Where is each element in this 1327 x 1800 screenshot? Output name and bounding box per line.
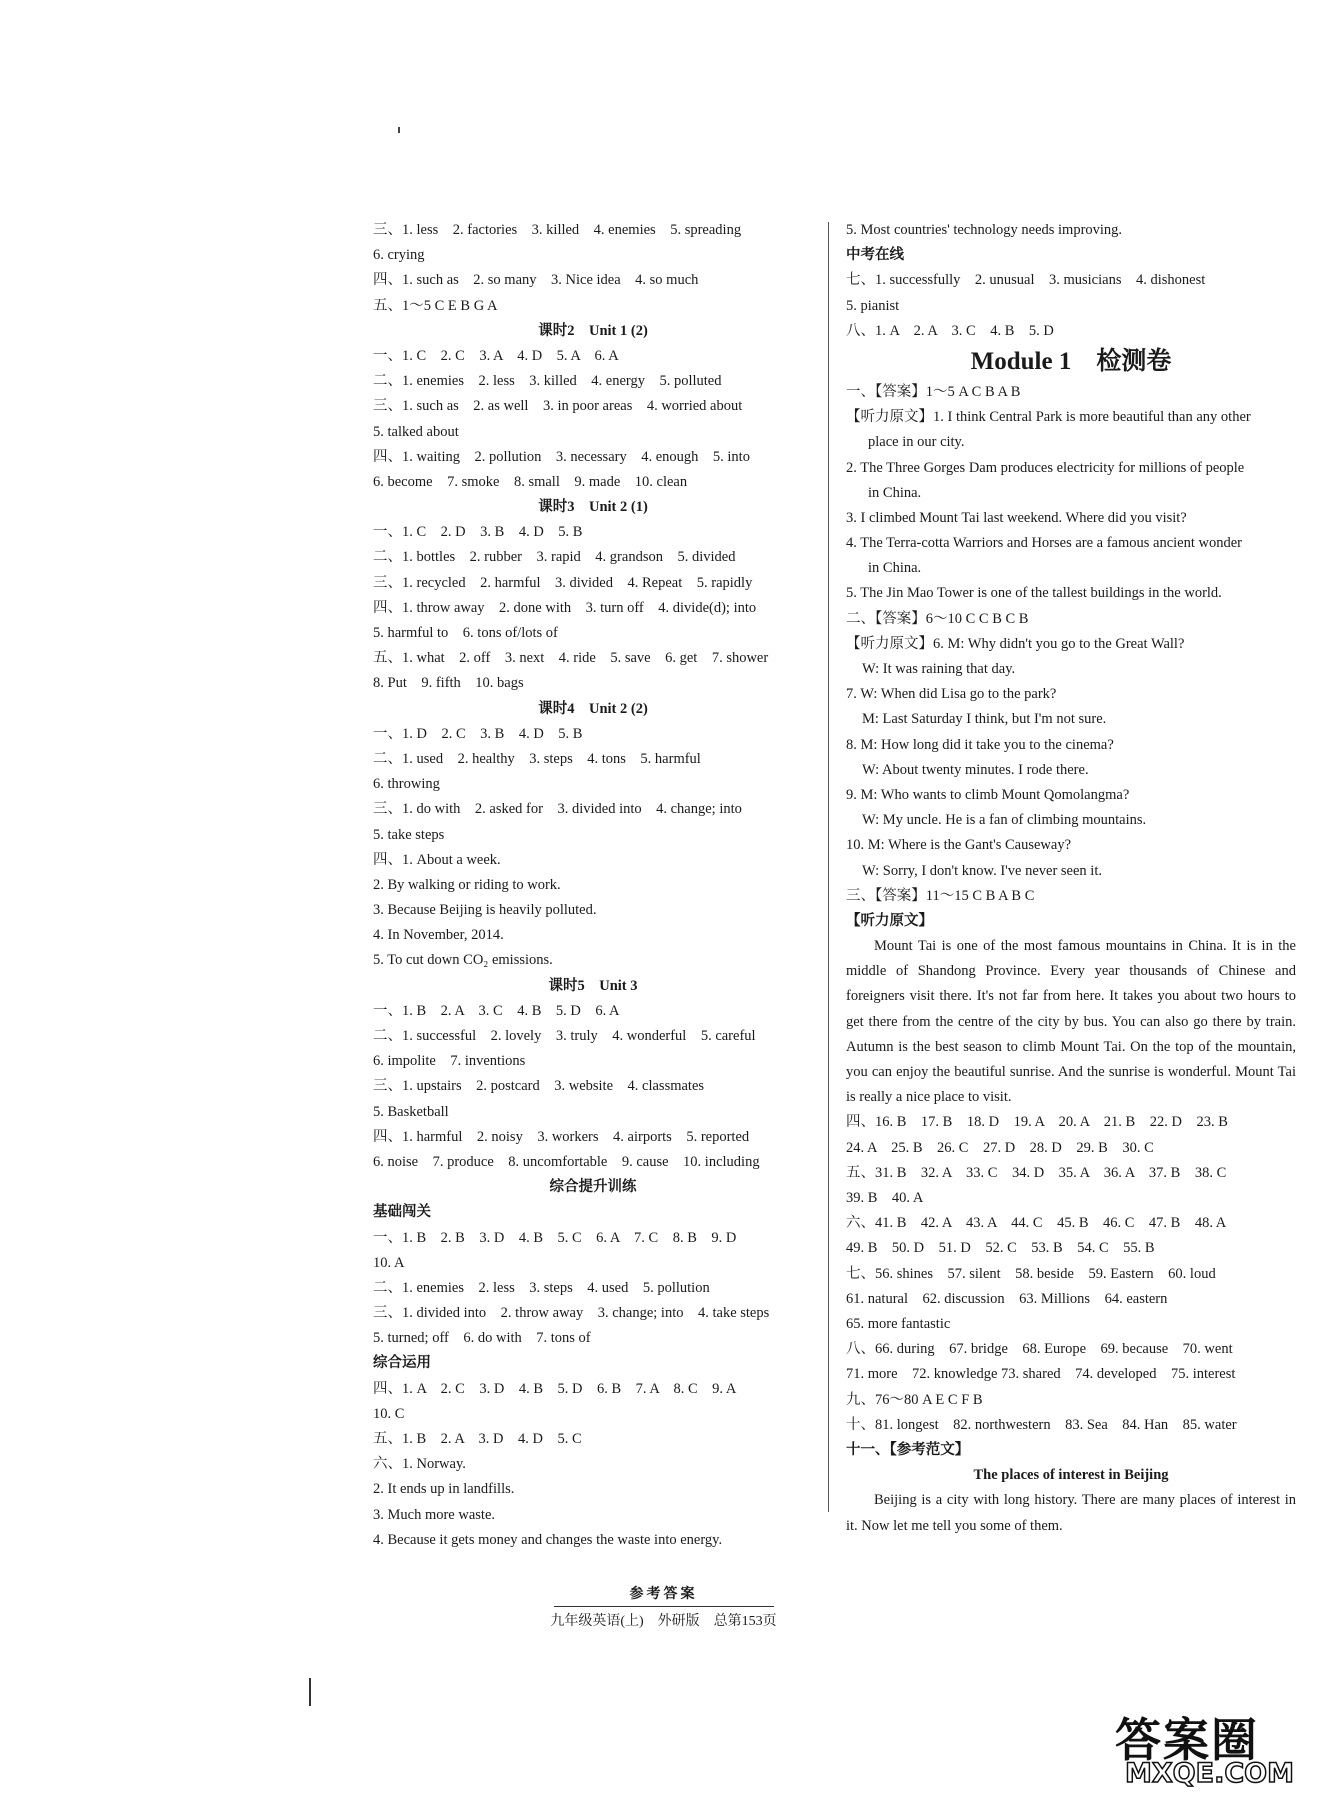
left-column-line: 一、1. B 2. A 3. C 4. B 5. D 6. A	[373, 1002, 620, 1019]
left-column-line: 6. crying	[373, 247, 425, 264]
right-body-line: place in our city.	[868, 434, 965, 451]
left-column-line: 四、1. A 2. C 3. D 4. B 5. D 6. B 7. A 8. C 9. A	[373, 1380, 737, 1397]
left-column-line: 四、1. harmful 2. noisy 3. workers 4. airports 5. reported	[373, 1128, 750, 1145]
right-answers-line: 24. A 25. B 26. C 27. D 28. D 29. B 30. C	[846, 1139, 1154, 1156]
left-column-line: 三、1. less 2. factories 3. killed 4. enemies 5. spreading	[373, 222, 742, 238]
right-top-line: 中考在线	[846, 247, 904, 264]
left-column-line: 基础闯关	[373, 1204, 431, 1221]
watermark-en: MXQE.COM	[1125, 1758, 1294, 1789]
left-column-line: 四、1. throw away 2. done with 3. turn off 4. divide(d); into	[373, 599, 757, 616]
right-body-line: 三、【答案】11～15 C B A B C	[846, 887, 1035, 904]
right-answers-line: 十、81. longest 82. northwestern 83. Sea 84. Han 85. water	[846, 1416, 1237, 1433]
left-column-line: 3. Because Beijing is heavily polluted.	[373, 902, 597, 919]
left-column-line: 综合运用	[373, 1355, 431, 1372]
left-column-line: 二、1. successful 2. lovely 3. truly 4. wonderful 5. careful	[373, 1028, 756, 1044]
left-column-line: 6. impolite 7. inventions	[373, 1053, 526, 1070]
left-column-line: 4. Because it gets money and changes the waste into energy.	[373, 1531, 723, 1548]
left-column-line: 5. harmful to 6. tons of/lots of	[373, 625, 558, 641]
right-top-line: 八、1. A 2. A 3. C 4. B 5. D	[846, 322, 1054, 339]
right-body-line: W: My uncle. He is a fan of climbing mountains.	[862, 812, 1147, 829]
right-body-line: 【听力原文】1. I think Central Park is more beautiful than any other	[846, 409, 1251, 426]
left-column-line: 一、1. C 2. C 3. A 4. D 5. A 6. A	[373, 347, 619, 364]
right-answers-line: 四、16. B 17. B 18. D 19. A 20. A 21. B 22. D 23. B	[846, 1114, 1228, 1131]
left-column-line: 5. Basketball	[373, 1103, 449, 1120]
right-body-line: 10. M: Where is the Gant's Causeway?	[846, 837, 1072, 854]
left-column-line: 二、1. enemies 2. less 3. killed 4. energy 5. polluted	[373, 373, 722, 390]
left-column-line: 6. throwing	[373, 776, 440, 793]
footer-rule	[554, 1606, 774, 1607]
right-answers-line: 六、41. B 42. A 43. A 44. C 45. B 46. C 47. B 48. A	[846, 1215, 1227, 1232]
left-column-line: 二、1. enemies 2. less 3. steps 4. used 5. pollution	[373, 1279, 710, 1296]
left-column-line: 一、1. C 2. D 3. B 4. D 5. B	[373, 524, 583, 541]
right-body-line: 2. The Three Gorges Dam produces electricity for millions of people	[846, 459, 1245, 476]
right-body-line: 5. The Jin Mao Tower is one of the tallest buildings in the world.	[846, 585, 1222, 602]
watermark-cn: 答案圈	[1115, 1713, 1259, 1767]
right-body-line: 3. I climbed Mount Tai last weekend. Where did you visit?	[846, 509, 1187, 526]
right-body-line: 7. W: When did Lisa go to the park?	[846, 686, 1057, 703]
left-column-line: 5. To cut down CO₂ emissions.	[373, 952, 553, 969]
right-body-line: 【听力原文】	[846, 912, 933, 929]
listening-section	[846, 380, 1296, 934]
column-divider	[828, 222, 829, 1512]
right-answers-line: 十一、【参考范文】	[846, 1441, 970, 1458]
left-column-line: 五、1. B 2. A 3. D 4. D 5. C	[373, 1431, 582, 1447]
right-body-line: W: About twenty minutes. I rode there.	[862, 761, 1089, 778]
left-column-line: 5. turned; off 6. do with 7. tons of	[373, 1330, 591, 1347]
left-column-line: 三、1. do with 2. asked for 3. divided into 4. change; into	[373, 801, 742, 818]
left-column-line: 综合提升训练	[549, 1179, 637, 1196]
right-body-line: 9. M: Who wants to climb Mount Qomolangma?	[846, 786, 1130, 803]
left-column-line: 五、1. what 2. off 3. next 4. ride 5. save 6. get 7. shower	[373, 650, 769, 667]
left-column-line: 二、1. used 2. healthy 3. steps 4. tons 5. harmful	[373, 750, 701, 767]
left-column-line: 四、1. such as 2. so many 3. Nice idea 4. so much	[373, 272, 699, 289]
left-column-line: 三、1. divided into 2. throw away 3. change; into 4. take steps	[373, 1305, 770, 1322]
right-answers-line: 49. B 50. D 51. D 52. C 53. B 54. C 55. B	[846, 1240, 1155, 1257]
left-column-line: 三、1. recycled 2. harmful 3. divided 4. Repeat 5. rapidly	[373, 574, 753, 591]
right-body-line: 【听力原文】6. M: Why didn't you go to the Great Wall?	[846, 635, 1185, 652]
left-column-line: 四、1. About a week.	[373, 851, 501, 868]
left-column-line: 一、1. D 2. C 3. B 4. D 5. B	[373, 725, 583, 742]
left-column-line: 课时4 Unit 2 (2)	[538, 700, 648, 717]
right-body-line: 二、【答案】6～10 C C B C B	[846, 610, 1029, 627]
left-column-line: 5. talked about	[373, 423, 459, 440]
watermark-logo	[1115, 1704, 1315, 1790]
right-body-line: 4. The Terra-cotta Warriors and Horses are a famous ancient wonder	[846, 535, 1243, 552]
left-column-line: 课时3 Unit 2 (1)	[538, 499, 648, 516]
left-column-line: 6. noise 7. produce 8. uncomfortable 9. cause 10. including	[373, 1153, 760, 1170]
right-top-line: 5. Most countries' technology needs improving.	[846, 222, 1123, 238]
left-column-line: 六、1. Norway.	[373, 1456, 466, 1473]
left-column-line: 五、1～5 C E B G A	[373, 297, 498, 314]
scan-mark-bar	[309, 1678, 311, 1706]
right-answers-line: 61. natural 62. discussion 63. Millions 64. eastern	[846, 1290, 1168, 1307]
scan-mark	[398, 127, 400, 133]
left-column-line: 三、1. upstairs 2. postcard 3. website 4. classmates	[373, 1078, 705, 1095]
footer-page-info: 九年级英语(上) 外研版 总第153页	[550, 1614, 777, 1629]
right-body-line: M: Last Saturday I think, but I'm not sure.	[862, 711, 1107, 728]
right-body-line: W: Sorry, I don't know. I've never seen it.	[862, 862, 1102, 879]
listening-passage: Mount Tai is one of the most famous mountains in China. It is in the middle of Shandong Province. Every year thousands of Chinese and foreigners visit there. It's not far from here. It takes you about two hours to get there from the centre of the city by bus. You can also go there by train. Autumn is the best season to climb Mount Tai. On the top of the mountain, you can enjoy the beautiful sunrise. And the sunrise is wonderful. Mount Tai is really a nice place to visit.	[846, 938, 1296, 1106]
left-column-line: 8. Put 9. fifth 10. bags	[373, 675, 524, 692]
right-answers-line: 39. B 40. A	[846, 1190, 924, 1207]
right-body-line: in China.	[868, 560, 922, 577]
right-column	[846, 218, 1296, 1539]
left-column-line: 课时2 Unit 1 (2)	[538, 322, 648, 339]
right-answers-line: 七、56. shines 57. silent 58. beside 59. Eastern 60. loud	[846, 1265, 1216, 1282]
page-footer	[0, 1583, 1327, 1630]
left-column-line: 四、1. waiting 2. pollution 3. necessary 4. enough 5. into	[373, 448, 750, 465]
left-column-line: 三、1. such as 2. as well 3. in poor areas 4. worried about	[373, 398, 743, 415]
left-column-line: 3. Much more waste.	[373, 1506, 496, 1523]
left-column-line: 4. In November, 2014.	[373, 927, 504, 944]
right-answers-line: 65. more fantastic	[846, 1315, 951, 1332]
left-column-line: 10. C	[373, 1405, 405, 1422]
module-title: Module 1 检测卷	[970, 347, 1172, 375]
left-column-line: 一、1. B 2. B 3. D 4. B 5. C 6. A 7. C 8. B 9. D	[373, 1229, 737, 1246]
right-body-line: W: It was raining that day.	[862, 661, 1016, 677]
left-column-line: 5. take steps	[373, 826, 445, 843]
essay-title: The places of interest in Beijing	[973, 1467, 1169, 1484]
right-body-line: 一、【答案】1～5 A C B A B	[846, 383, 1021, 400]
right-answers-line: 八、66. during 67. bridge 68. Europe 69. because 70. went	[846, 1341, 1233, 1358]
right-top-line: 七、1. successfully 2. unusual 3. musicians 4. dishonest	[846, 272, 1206, 289]
essay-text: Beijing is a city with long history. There are many places of interest in it. Now let me tell you some of them.	[846, 1492, 1296, 1534]
left-column	[373, 218, 813, 1553]
right-answers-line: 71. more 72. knowledge 73. shared 74. developed 75. interest	[846, 1366, 1236, 1383]
footer-title: 参考答案	[629, 1587, 698, 1602]
left-column-line: 10. A	[373, 1254, 405, 1271]
left-column-line: 二、1. bottles 2. rubber 3. rapid 4. grandson 5. divided	[373, 549, 736, 566]
left-column-line: 2. It ends up in landfills.	[373, 1481, 515, 1498]
right-answers-line: 九、76～80 A E C F B	[846, 1391, 983, 1408]
right-top-line: 5. pianist	[846, 297, 900, 314]
left-column-line: 2. By walking or riding to work.	[373, 876, 561, 893]
right-body-line: in China.	[868, 484, 922, 501]
left-column-line: 课时5 Unit 3	[548, 977, 638, 994]
right-body-line: 8. M: How long did it take you to the cinema?	[846, 736, 1114, 753]
right-answers	[846, 1110, 1296, 1463]
right-top-answers	[846, 218, 1296, 344]
right-answers-line: 五、31. B 32. A 33. C 34. D 35. A 36. A 37. B 38. C	[846, 1164, 1227, 1181]
left-column-line: 6. become 7. smoke 8. small 9. made 10. clean	[373, 473, 688, 490]
